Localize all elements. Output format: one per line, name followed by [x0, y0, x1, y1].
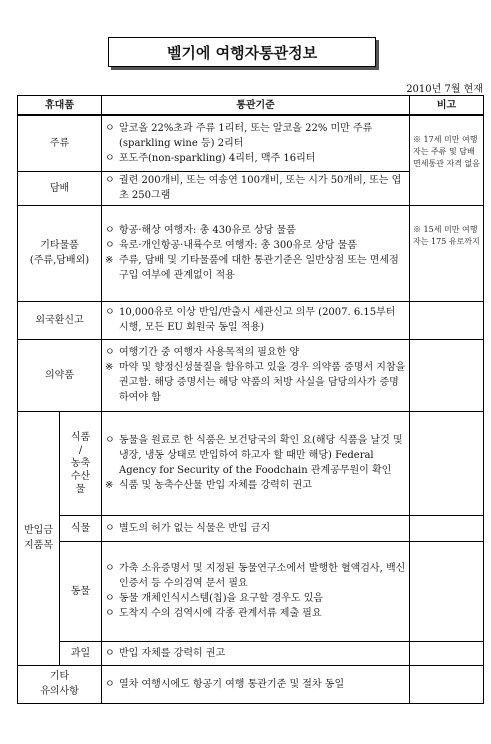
bullet-mark: ㅇ: [105, 122, 115, 134]
row-content: [102, 411, 410, 515]
bullet-mark: ㅇ: [105, 678, 115, 690]
bullet-text: 도착지 수의 검역시에 각종 관계서류 제출 필요: [119, 608, 322, 619]
bullet-line: [105, 345, 406, 360]
row-label: 의약품: [18, 339, 102, 411]
bullet-text: 주류, 담배 및 기타물품에 대한 통관기준은 일반상점 또는 면세점 구입 여부에 관계없이 적용: [119, 255, 399, 281]
bullet-line: [105, 478, 406, 493]
date-label: 2010년 7월 현재: [406, 84, 483, 95]
bullet-line: [105, 121, 406, 151]
header-standard: 통관기준: [102, 96, 410, 116]
row-content: [102, 665, 410, 703]
bullet-line: [105, 521, 406, 536]
bullet-text: 육로·개인항공·내륙수로 여행자: 총 300유로 상당 물품: [119, 240, 357, 251]
bullet-line: [105, 677, 406, 692]
row-liquor: [18, 115, 484, 171]
bullet-mark: ㅇ: [105, 608, 115, 619]
bullet-text: 식품 및 농축수산물 반입 자체를 강력히 권고: [119, 480, 312, 491]
row-medicine: [18, 339, 484, 411]
bullet-line: [105, 253, 406, 283]
bullet-text: 포도주(non-sparkling) 4리터, 맥주 16리터: [119, 152, 316, 164]
bullet-line: [105, 151, 406, 166]
note-liquor: ※ 17세 미만 여행자는 주류 및 담배 면세통관 자격 없음: [410, 115, 484, 205]
sub-label-food: 식품 / 농축 수산 물: [60, 411, 102, 515]
bullet-text: 반입 자체를 강력히 권고: [119, 647, 226, 659]
bullet-mark: ㅇ: [105, 435, 115, 446]
bullet-line: [105, 561, 406, 591]
bullet-text: 여행기간 중 여행자 사용목적의 필요한 양: [119, 347, 300, 358]
bullet-line: [105, 305, 406, 335]
bullet-line: [105, 646, 406, 661]
row-fruit: [18, 641, 484, 665]
row-label: 기타 유의사항: [18, 665, 102, 703]
header-note: 비고: [410, 96, 484, 116]
group-label: 반입금 지품목: [18, 411, 60, 665]
row-label: 외국환신고: [18, 301, 102, 339]
header-row: [18, 96, 484, 116]
row-others: [18, 205, 484, 301]
row-etc: [18, 665, 484, 703]
bullet-text: 알코올 22%초과 주류 1리터, 또는 알코올 22% 미만 주류(sparkling wine 등) 2리터: [119, 122, 373, 149]
sub-label-fruit: 과일: [60, 641, 102, 665]
bullet-line: [105, 238, 406, 253]
bullet-line: [105, 591, 406, 606]
row-plant: [18, 515, 484, 541]
bullet-line: [105, 360, 406, 405]
bullet-mark: ※: [105, 362, 114, 373]
row-content: [102, 641, 410, 665]
bullet-text: 10,000유로 이상 반입/반출시 세관신고 의무 (2007. 6.15부터 시행, 모든 EU 회원국 동일 적용): [119, 307, 396, 333]
row-content: [102, 515, 410, 541]
bullet-text: 동물 개체인식시스템(칩)을 요구할 경우도 있음: [119, 593, 324, 604]
row-food: [18, 411, 484, 515]
bullet-mark: ㅇ: [105, 307, 115, 318]
bullet-mark: ㅇ: [105, 647, 115, 659]
row-label: 주류: [18, 115, 102, 171]
bullet-mark: ㅇ: [105, 225, 115, 236]
bullet-line: [105, 223, 406, 238]
row-content: [102, 339, 410, 411]
header-item: 휴대품: [18, 96, 102, 116]
bullet-text: 궐련 200개비, 또는 여송연 100개비, 또는 시가 50개비, 또는 엽초 250그램: [119, 175, 402, 201]
bullet-text: 마약 및 향정신성물질을 함유하고 있을 경우 의약품 증명서 지참을 권고함. 해당 증명서는 해당 약품의 처방 사실을 담당의사가 증명하여야 함: [119, 362, 406, 403]
row-content: [102, 541, 410, 641]
bullet-mark: ※: [105, 255, 114, 266]
row-animal: [18, 541, 484, 641]
row-content: [102, 115, 410, 171]
bullet-mark: ㅇ: [105, 563, 115, 574]
bullet-mark: ㅇ: [105, 347, 115, 358]
bullet-line: [105, 173, 406, 203]
row-content: [102, 301, 410, 339]
bullet-mark: ㅇ: [105, 175, 115, 186]
row-content: [102, 171, 410, 205]
bullet-line: [105, 433, 406, 478]
customs-table: [17, 95, 484, 704]
page-title: 벨기에 여행자통관정보: [108, 37, 376, 67]
bullet-text: 별도의 허가 없는 식물은 반입 금지: [119, 522, 271, 534]
row-label: 기타물품 (주류,담배외): [18, 205, 102, 301]
bullet-text: 동물을 원료로 한 식품은 보건당국의 확인 요(해당 식품을 날것 및 냉장, 냉동 상태로 반입하여 하고자 할 때만 해당) Federal Agency for Security of the Foodchain 관계공무원이 확인: [119, 435, 403, 476]
bullet-text: 열차 여행시에도 항공기 여행 통관기준 및 절차 동일: [119, 678, 345, 690]
bullet-text: 가축 소유증명서 및 지정된 동물연구소에서 발행한 혈액검사, 백신 인증서 등 수의검역 문서 필요: [119, 563, 406, 589]
sub-label-plant: 식물: [60, 515, 102, 541]
bullet-text: 항공·해상 여행자: 총 430유로 상당 물품: [119, 225, 296, 236]
bullet-mark: ㅇ: [105, 240, 115, 251]
bullet-mark: ㅇ: [105, 152, 115, 164]
row-label: 담배: [18, 171, 102, 205]
bullet-line: [105, 606, 406, 621]
row-content: [102, 205, 410, 301]
bullet-mark: ㅇ: [105, 593, 115, 604]
bullet-mark: ※: [105, 480, 114, 491]
sub-label-animal: 동물: [60, 541, 102, 641]
note-others: ※ 15세 미만 여행자는 175 유로까지: [410, 205, 484, 301]
bullet-mark: ㅇ: [105, 522, 115, 534]
row-currency: [18, 301, 484, 339]
